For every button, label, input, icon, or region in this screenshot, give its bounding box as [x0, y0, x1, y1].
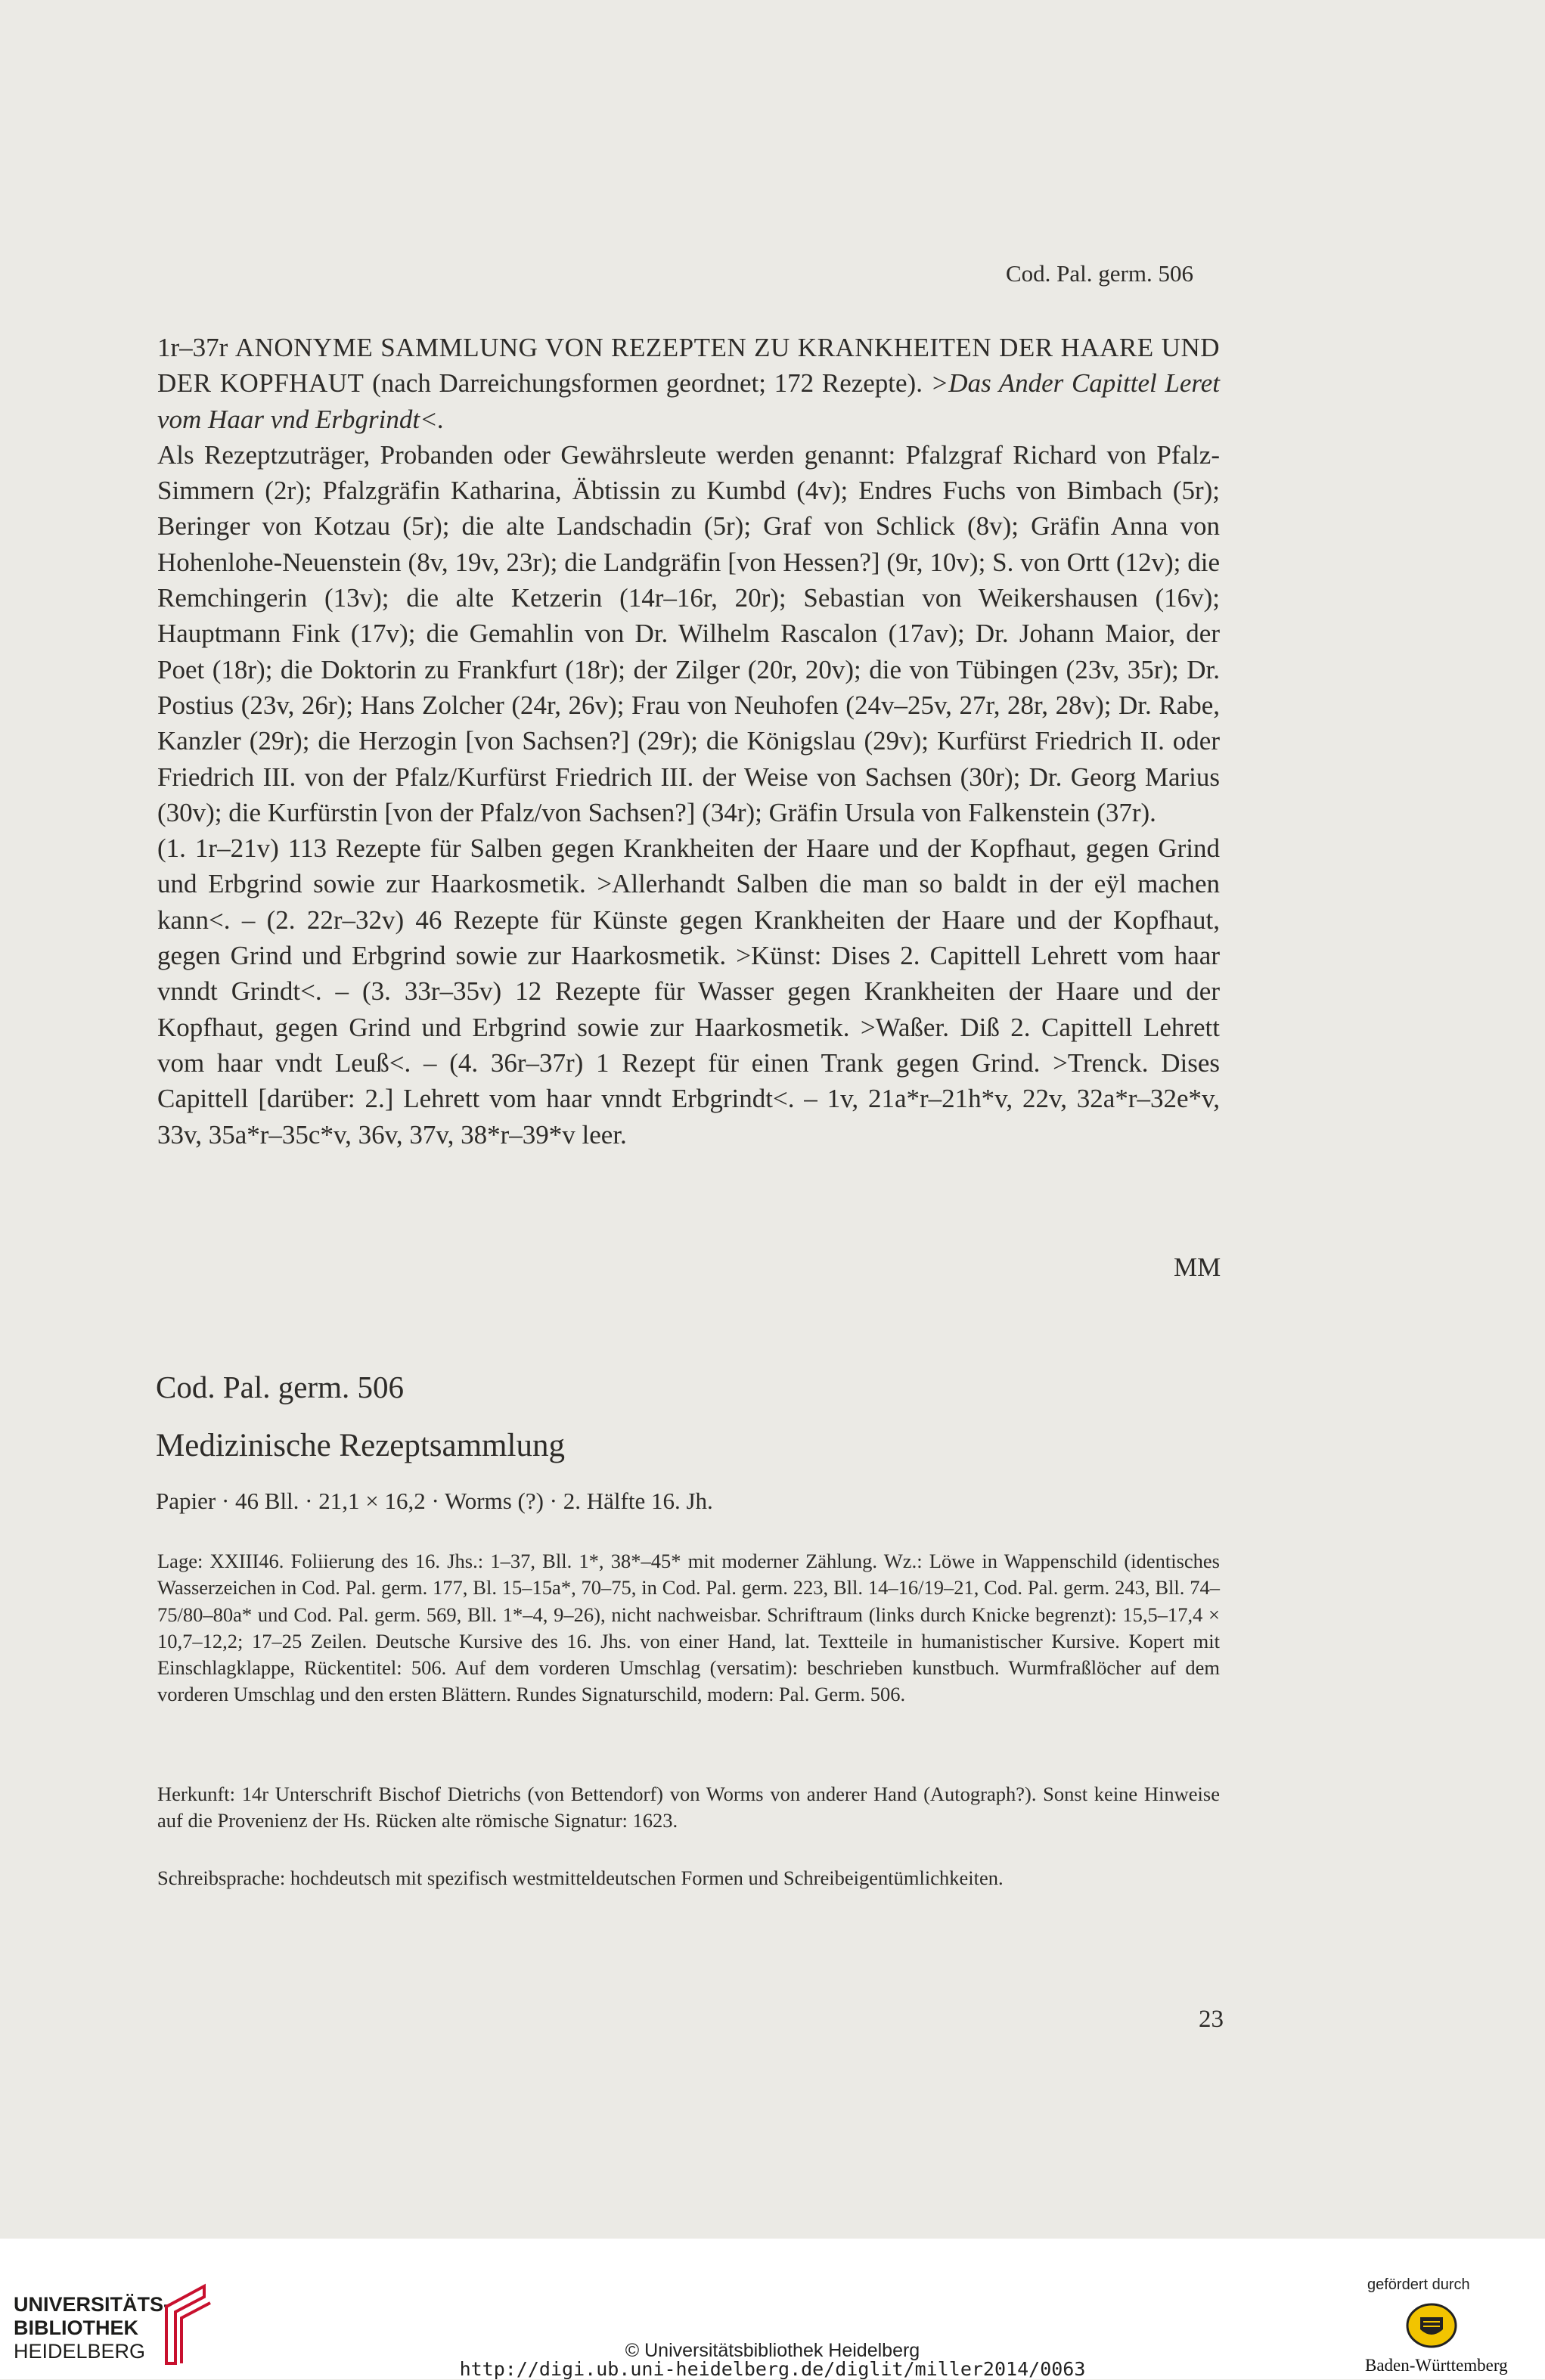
permalink-url[interactable]: http://digi.ub.uni-heidelberg.de/diglit/miller2014/0063 [459, 2358, 1086, 2380]
manuscript-signature: Cod. Pal. germ. 506 [156, 1370, 404, 1404]
entry-heading-paragraph [157, 330, 1220, 437]
manuscript-title: Medizinische Rezeptsammlung [156, 1428, 565, 1463]
author-initials: MM [1174, 1252, 1221, 1282]
library-name-line1: UNIVERSITÄTS- [14, 2293, 171, 2316]
codicology-paragraph: Lage: XXIII46. Foliierung des 16. Jhs.: 1–37, Bll. 1*, 38*–45* mit moderner Zählung. Wz.: Löwe in Wappenschild (identisches Wasserzeichen in Cod. Pal. germ. 177, Bl. 15–15a*, 70–75, in Cod. Pal. germ. 223, Bll. 14–16/19–21, Cod. Pal. germ. 243, Bll. 74–75/80–80a* und Cod. Pal. germ. 569, Bll. 1*–4, 9–26), nicht nachweisbar. Schriftraum (links durch Knicke begrenzt): 15,5–17,4 × 10,7–12,2; 17–25 Zeilen. Deutsche Kursive des 16. Jhs. von einer Hand, lat. Textteile in humanistischer Kursive. Kopert mit Einschlagklappe, Rückentitel: 506. Auf dem vorderen Umschlag (versatim): beschrieben kunstbuch. Wurmfraßlöcher auf dem vorderen Umschlag und den ersten Blättern. Rundes Signaturschild, modern: Pal. Germ. 506. [157, 1550, 1220, 1706]
entry-heading-note: (nach Darreichungsformen geordnet; 172 Rezepte). [372, 368, 923, 399]
entry-folio-range: 1r–37r [157, 333, 228, 362]
contributors-paragraph: Als Rezeptzuträger, Probanden oder Gewährsleute werden genannt: Pfalzgraf Richard von Pfalz-Simmern (2r); Pfalzgräfin Katharina, Äbtissin zu Kumbd (4v); Endres Fuchs von Bimbach (5r); Beringer von Kotzau (5r); die alte Landschadin (5r); Graf von Schlick (8v); Gräfin Anna von Hohenlohe-Neuenstein (8v, 19v, 23r); die Landgräfin [von Hessen?] (9r, 10v); S. von Ortt (12v); die Remchingerin (13v); die alte Ketzerin (14r–16r, 20r); Sebastian von Weikershausen (16v); Hauptmann Fink (17v); die Gemahlin von Dr. Wilhelm Rascalon (17av); Dr. Johann Maior, der Poet (18r); die Doktorin zu Frankfurt (18r); der Zilger (20r, 20v); die von Tübingen (23v, 35r); Dr. Postius (23v, 26r); Hans Zolcher (24r, 26v); Frau von Neuhofen (24v–25v, 27r, 28r, 28v); Dr. Rabe, Kanzler (29r); die Herzogin [von Sachsen?] (29r); die Königslau (29v); Kurfürst Friedrich II. oder Friedrich III. von der Pfalz/Kurfürst Friedrich III. der Weise von Sachsen (30r); Dr. Georg Marius (30v); die Kurfürstin [von der Pfalz/von Sachsen?] (34r); Gräfin Ursula von Falkenstein (37r). [157, 439, 1220, 827]
copyright-notice: © Universitätsbibliothek Heidelberg [625, 2340, 920, 2361]
funded-by-label: gefördert durch [1367, 2276, 1470, 2293]
sections-paragraph: (1. 1r–21v) 113 Rezepte für Salben gegen Krankheiten der Haare und der Kopfhaut, gegen Grind und Erbgrind sowie zur Haarkosmetik. >Allerhandt Salben die man so baldt in der eÿl machen kann<. – (2. 22r–32v) 46 Rezepte für Künste gegen Krankheiten der Haare und der Kopfhaut, gegen Grind und Erbgrind sowie zur Haarkosmetik. >Künst: Dises 2. Capittell Lehrett vom haar vnndt Grindt<. – (3. 33r–35v) 12 Rezepte für Wasser gegen Krankheiten der Haare und der Kopfhaut, gegen Grind und Erbgrind sowie zur Haarkosmetik. >Waßer. Diß 2. Capittell Lehrett vom haar vndt Leuß<. – (4. 36r–37r) 1 Rezept für einen Trank gegen Grind. >Trenck. Dises Capittell [darüber: 2.] Lehrett vom haar vnndt Erbgrindt<. – 1v, 21a*r–21h*v, 22v, 32a*r–32e*v, 33v, 35a*r–35c*v, 36v, 37v, 38*r–39*v leer. [157, 833, 1220, 1150]
entry-incipit: >Das Ander Capittel Leret vom Haar vnd Erbgrindt<. [157, 368, 1221, 434]
entry-heading: ANONYME SAMMLUNG VON REZEPTEN ZU KRANKHEITEN DER HAARE UND DER KOPFHAUT [157, 333, 1221, 399]
library-name-line2: BIBLIOTHEK [14, 2316, 138, 2339]
language-paragraph: Schreibsprache: hochdeutsch mit spezifisch westmitteldeutschen Formen und Schreibeigentümlichkeiten. [157, 1866, 1004, 1889]
manuscript-description: Papier · 46 Bll. · 21,1 × 16,2 · Worms (?) · 2. Hälfte 16. Jh. [156, 1488, 713, 1514]
page-number: 23 [1199, 2006, 1224, 2033]
running-header: Cod. Pal. germ. 506 [1006, 260, 1193, 287]
text-entry [157, 330, 1220, 1153]
baden-wuerttemberg-seal-icon [1405, 2299, 1458, 2352]
provenance-paragraph: Herkunft: 14r Unterschrift Bischof Dietrichs (von Bettendorf) von Worms von anderer Hand (Autograph?). Sonst keine Hinweise auf die Provenienz der Hs. Rücken alte römische Signatur: 1623. [157, 1783, 1220, 1832]
funder-name: Baden-Württemberg [1365, 2356, 1508, 2375]
library-name-line3: HEIDELBERG [14, 2340, 146, 2363]
